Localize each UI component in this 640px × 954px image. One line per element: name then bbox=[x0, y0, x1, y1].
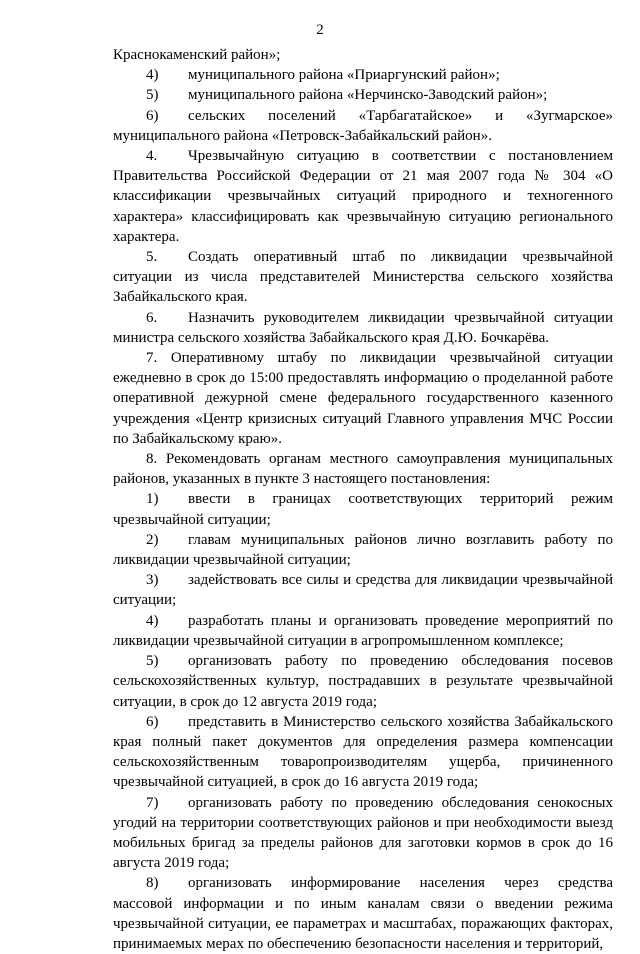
list-item bbox=[113, 570, 613, 610]
item-number: 2) bbox=[146, 531, 159, 548]
item-text: ввести в границах соответствующих территорий режим чрезвычайной ситуации; bbox=[113, 491, 613, 528]
document-body bbox=[113, 45, 613, 954]
clause-paragraph bbox=[113, 449, 613, 489]
list-item bbox=[113, 489, 613, 529]
item-text: разработать планы и организовать проведение мероприятий по ликвидации чрезвычайной ситуации в агропромышленном комплексе; bbox=[113, 612, 613, 649]
clause-number: 4. bbox=[146, 148, 158, 165]
item-number: 5) bbox=[146, 653, 159, 670]
list-item bbox=[113, 65, 613, 85]
list-item bbox=[113, 793, 613, 874]
list-item bbox=[113, 106, 613, 146]
item-text: главам муниципальных районов лично возглавить работу по ликвидации чрезвычайной ситуации; bbox=[113, 531, 613, 569]
item-text: задействовать все силы и средства для ликвидации чрезвычайной ситуации; bbox=[113, 572, 613, 609]
clause-text: Создать оперативный штаб по ликвидации чрезвычайной ситуации из числа представителей Министерства сельского хозяйства Забайкальского края. bbox=[113, 249, 613, 306]
list-item bbox=[113, 85, 613, 105]
page-number: 2 bbox=[316, 22, 324, 38]
clause-paragraph bbox=[113, 247, 613, 308]
item-text: муниципального района «Приаргунский район»; bbox=[188, 67, 500, 84]
clause-text: Чрезвычайную ситуацию в соответствии с постановлением Правительства Российской Федерации от 21 мая 2007 года № 304 «О классификации чрезвычайных ситуаций природного и техногенного характера» классифицировать как чрезвычайную ситуацию регионального характера. bbox=[113, 148, 613, 245]
clause-paragraph bbox=[113, 308, 613, 348]
paragraph-text: Краснокаменский район»; bbox=[113, 47, 281, 63]
clause-text: 8. Рекомендовать органам местного самоуправления муниципальных районов, указанных в пункте 3 настоящего постановления: bbox=[113, 451, 613, 488]
item-number: 5) bbox=[146, 87, 159, 104]
list-item bbox=[113, 530, 613, 570]
item-text: представить в Министерство сельского хозяйства Забайкальского края полный пакет документов для определения размера компенсации сельскохозяйственным товаропроизводителям ущерба, причиненного чрезвычайной ситуацией, в срок до 16 августа 2019 года; bbox=[113, 713, 613, 791]
list-item bbox=[113, 651, 613, 712]
item-text: сельских поселений «Тарбагатайское» и «Зугмарское» муниципального района «Петровск-Забайкальский район». bbox=[113, 107, 613, 144]
paragraph-continuation bbox=[113, 45, 613, 65]
item-text: муниципального района «Нерчинско-Заводский район»; bbox=[188, 87, 548, 104]
clause-text: 7. Оперативному штабу по ликвидации чрезвычайной ситуации ежедневно в срок до 15:00 предоставлять информацию о проделанной работе оперативной дежурной смене федерального государственного казенного учреждения «Центр кризисных ситуаций Главного управления МЧС России по Забайкальскому краю». bbox=[113, 350, 613, 447]
list-item bbox=[113, 611, 613, 651]
item-text: организовать работу по проведению обследования посевов сельскохозяйственных культур, пострадавших в результате чрезвычайной ситуации, в срок до 12 августа 2019 года; bbox=[113, 653, 613, 710]
clause-text: Назначить руководителем ликвидации чрезвычайной ситуации министра сельского хозяйства Забайкальского края Д.Ю. Бочкарёва. bbox=[113, 309, 613, 346]
list-item bbox=[113, 873, 613, 954]
item-number: 6) bbox=[146, 107, 159, 124]
item-number: 4) bbox=[146, 612, 159, 629]
item-number: 8) bbox=[146, 875, 159, 892]
clause-number: 6. bbox=[146, 309, 158, 326]
item-number: 1) bbox=[146, 491, 159, 508]
item-text: организовать работу по проведению обследования сенокосных угодий на территории соответствующих районов и при необходимости выезд мобильных бригад за пределы районов для заготовки кормов в срок до 16 августа 2019 года; bbox=[113, 794, 613, 872]
list-item bbox=[113, 712, 613, 793]
item-number: 7) bbox=[146, 794, 159, 811]
item-number: 6) bbox=[146, 713, 159, 730]
clause-paragraph bbox=[113, 348, 613, 449]
clause-paragraph bbox=[113, 146, 613, 247]
clause-number: 5. bbox=[146, 249, 158, 266]
item-text: организовать информирование населения через средства массовой информации и по иным каналам связи о введении режима чрезвычайной ситуации, ее параметрах и масштабах, поражающих факторах, принимаемых мерах по обеспечению безопасности населения и территорий, bbox=[113, 875, 613, 952]
item-number: 4) bbox=[146, 67, 159, 84]
item-number: 3) bbox=[146, 572, 159, 589]
